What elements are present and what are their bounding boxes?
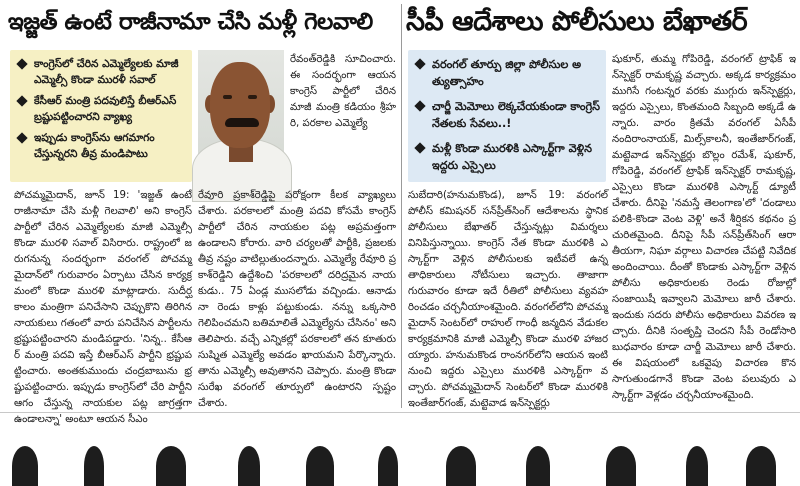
left-article-side-text: రేవంత్‌రెడ్డికి సూచించారు. ఈ సందర్భంగా ఆయన కాంగ్రెస్ పార్టీలో చేరిన మాజీ మంత్రి కడియం శ్రీహరి, పరకాల ఎమ్మెల్యే bbox=[290, 54, 396, 129]
cropped-next-headline bbox=[6, 440, 794, 477]
highlight-item: కేసీఆర్ మంత్రి పదవులిస్తే బీఆర్ఎస్ బ్రష్టుపట్టించారని వ్యాఖ్య bbox=[16, 93, 186, 125]
left-article-body-column-1: పోచమ్మమైదాన్, జూన్ 19: 'ఇజ్జత్ ఉంటే రాజీనామా చేసి మళ్లీ గెలవాలి' అని కాంగ్రెస్ పార్టీలో చేరిన ఎమ్మెల్యేలకు మాజీ ఎమ్మెల్సీ కొండా మురళి సవాల్ విసిరారు. రాష్ట్రంలో జరుగనున్న సందర్భంగా వరంగల్ పోచమ్మమైదాన్‌లో గురువారం ఏర్పాటు చేసిన కార్యక్రమంలో కొండా మురళి మాట్లాడారు. సుదీర్ఘకాలం మంత్రిగా పనిచేసాని చెప్పుకొని తిరిగిన నాయకులు గతంలో వారు పనిచేసిన పార్టీలను భ్రష్టుపట్టించారని మండిపడ్డారు. 'నిన్న.. కేసీఆర్ మంత్రి పదవి ఇస్తే బీఆర్ఎస్ పార్టీని భ్రష్టుపట్టించారు. అంతకుముందు చంద్రబాబును భ్రష్టుపట్టించారు. ఇప్పుడు కాంగ్రెస్‌లో చేరి పార్టీని ఆగం చేస్తున్న నాయకుల పట్ల జాగ్రత్తగా ఉండాలన్నా' అంటూ ఆయన సీఎం bbox=[14, 190, 192, 425]
right-article-body-column-1: సుబేదారి(హనుమకొండ), జూన్ 19: వరంగల్ పోలీస్ కమిషనర్ సన్‌ప్రీత్‌సింగ్ ఆదేశాలను స్థానిక పోలీసులు బేఖాతర్ చేస్తున్నట్లు విమర్శలు వినిపిస్తున్నాయి. కాంగ్రెస్ నేత కొండా మురళికి ఎస్కార్ట్‌గా వెళ్లిన పోలీసులకు ఇటీవలే ఉన్నతాధికారులు నోటీసులు ఇచ్చారు. తాజాగా గురువారం కూడా ఇదే రీతిలో పోలీసులు వ్యవహరించడం చర్చనీయాంశమైంది. వరంగల్‌లోని పోచమ్మమైదాన్ సెంటర్‌లో రాహుల్ గాంధీ జన్మదిన వేడుకల కార్యక్రమానికి మాజీ ఎమ్మెల్సీ కొండా మురళి హాజరయ్యారు. హనుమకొండ రాంనగర్‌లోని ఆయన ఇంటి నుంచి ఇద్దరు ఎస్సైలు మురళికి ఎస్కార్ట్‌గా వచ్చారు. పోచమ్మమైదాన్ సెంటర్‌లో కొండా మురళికి ఇంతేజార్‌గంజ్, మట్టెవాడ ఇన్‌స్పెక్టర్లు bbox=[408, 190, 608, 409]
cropped-glyph bbox=[378, 446, 398, 486]
bullet-diamond-icon bbox=[16, 95, 27, 106]
bullet-diamond-icon bbox=[414, 142, 425, 153]
bullet-diamond-icon bbox=[16, 58, 27, 69]
right-highlights-box bbox=[408, 50, 606, 182]
cropped-glyph bbox=[446, 446, 476, 486]
highlight-item: వరంగల్ తూర్పు జిల్లా పోలీసుల అత్యుత్సాహం bbox=[414, 56, 600, 90]
cropped-glyph bbox=[156, 446, 186, 486]
cropped-glyph bbox=[238, 446, 260, 486]
cropped-glyph bbox=[526, 446, 550, 486]
cropped-glyph bbox=[606, 446, 636, 486]
person-portrait-icon bbox=[198, 50, 284, 182]
bullet-diamond-icon bbox=[414, 58, 425, 69]
bullet-diamond-icon bbox=[414, 100, 425, 111]
highlight-item: కాంగ్రెస్‌లో చేరిన ఎమ్మెల్యేలకు మాజీ ఎమ్మెల్సీ కొండా మురళీ సవాల్ bbox=[16, 56, 186, 88]
cropped-glyph bbox=[84, 446, 104, 486]
left-highlights-box bbox=[10, 50, 192, 182]
cropped-glyph bbox=[12, 446, 38, 486]
highlight-item: చార్జీ మెమోలు లెక్కచేయకుండా కాంగ్రెస్ నేతలకు సేవలు..! bbox=[414, 98, 600, 132]
bullet-diamond-icon bbox=[16, 132, 27, 143]
right-article-headline: సీపీ ఆదేశాలు పోలీసులు బేఖాతర్ bbox=[406, 6, 748, 37]
highlight-item: ఇప్పుడు కాంగ్రెస్‌ను ఆగమాగం చేస్తున్నరని తీవ్ర మండిపాటు bbox=[16, 130, 186, 162]
left-article-body-column-2: రేవూరి ప్రకాశ్‌రెడ్డిపై పరోక్షంగా కీలక వ్యాఖ్యలు చేశారు. పరకాలలో మంత్రి పదవి కోసమే కాంగ్రెస్ పార్టీలో చేరిన నాయకుల పట్ల అప్రమత్తంగా ఉండాలని కోరారు. వారి చర్యలతో పార్టీకి, ప్రజలకు తీవ్ర నష్టం వాటిల్లుతుందన్నారు. ఎమ్మెల్యే రేవూరి ప్రకాశ్‌రెడ్డిని ఉద్దేశించి 'పరకాలలో దరిద్రమైన నాయకుడు.. 75 ఏండ్ల ముసలోడు వచ్చిండు. ఆనాడు నా రెండు కాళ్లు పట్టుకుండు. నన్ను ఒక్కసారి గెలిపించమని బతిమాలితే ఎమ్మెల్యేను చేసినం' అని తెలిపారు. వచ్చే ఎన్నికల్లో పరకాలలో తన కూతురు సుష్మిత ఎమ్మెల్యే అవడం ఖాయమని పేర్కొన్నారు. తాను ఎమ్మెల్సీ అవుతానని చెప్పారు. మంత్రి కొండా సురేఖ వరంగల్ తూర్పులో ఉంటారని స్పష్టం చేశారు. bbox=[198, 190, 396, 409]
section-divider bbox=[0, 412, 800, 413]
cropped-glyph bbox=[306, 446, 334, 486]
column-divider bbox=[401, 4, 402, 408]
left-article-headline: ఇజ్జత్ ఉంటే రాజీనామా చేసి మళ్లీ గెలవాలి bbox=[8, 9, 373, 35]
cropped-glyph bbox=[746, 446, 776, 486]
highlight-item: మళ్లీ కొండా మురళికి ఎస్కార్ట్‌గా వెళ్లిన ఇద్దరు ఎస్సైలు bbox=[414, 140, 600, 174]
cropped-glyph bbox=[686, 446, 708, 486]
right-article-body-column-2: షుకూర్, తుమ్మ గోపిరెడ్డి, వరంగల్ ట్రాఫిక్ ఇన్‌స్పెక్టర్ రామకృష్ణ వచ్చారు. అక్కడ కార్యక్రమం ముగిసే గంటన్నర వరకు ముగ్గురు ఇన్‌స్పెక్టర్లు, ఇద్దరు ఎస్సైలు, కొంతమంది సిబ్బంది అక్కడే ఉన్నారు. వారం క్రితమే వరంగల్ ఏసీపీ నందిరాంనాయక్, మిల్స్‌కాలనీ, ఇంతేజార్‌గంజ్, మట్టెవాడ ఇన్‌స్పెక్టర్లు బొల్లం రమేశ్, షుకూర్, గోపిరెడ్డి, వరంగల్ ట్రాఫిక్ ఇన్‌స్పెక్టర్ రామకృష్ణ, ఎస్సైలు కొండా మురళికి ఎస్కార్ట్ డ్యూటీ చేశారు. దీనిపై 'నమస్తే తెలంగాణ'లో 'దండాలు పలికి-కొండా వెంట వెళ్లి' అనే శీర్షికన కథనం ప్రచురితమైంది. దీనిపై సీపీ సన్‌ప్రీత్‌సింగ్ ఆరా తీయగా, నిఘా వర్గాలు విచారణ చేపట్టి నివేదిక అందించాయి. దీంతో కొండాకు ఎస్కార్ట్‌గా వెళ్లిన పోలీసు అధికారులకు రెండు రోజుల్లో సంజాయిషీ ఇవ్వాలని మెమోలు జారీ చేశారు. ఇందుకు సదరు పోలీసు అధికారులు వివరణ ఇచ్చారు. దీనికి సంతృప్తి చెందని సీపీ రెండోసారి బుధవారం కూడా చార్జీ మెమోలు జారీ చేశారు. ఈ విషయంలో ఒకవైపు విచారణ కొనసాగుతుండగానే కొండా వెంట పలువురు ఎస్కార్ట్‌గా వెళ్లడం చర్చనీయాంశమైంది. bbox=[612, 54, 796, 401]
